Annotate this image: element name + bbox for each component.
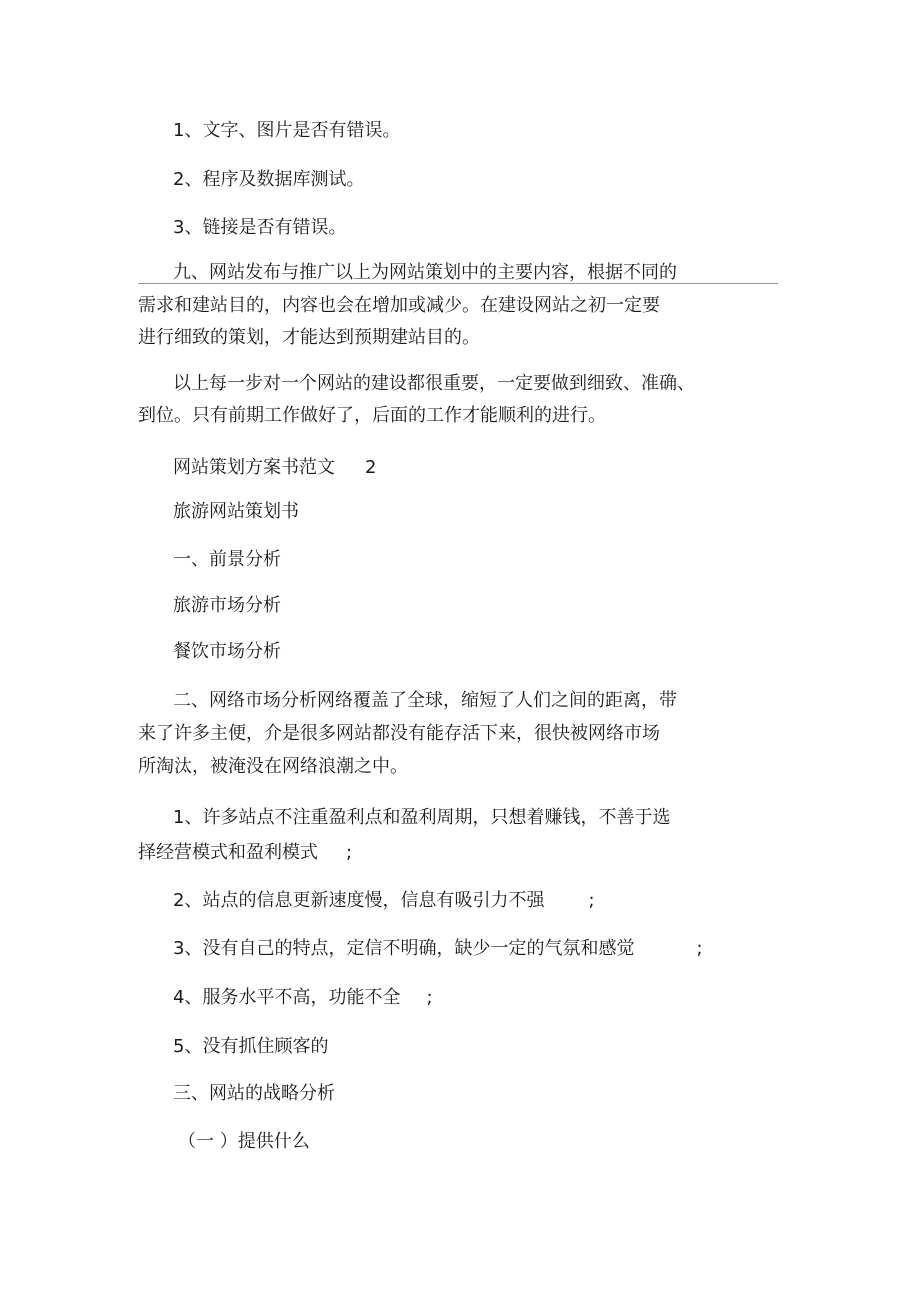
sample-number: 2 [365, 457, 377, 478]
subsection-1: （一 ）提供什么 [178, 1131, 310, 1152]
semicolon: ; [588, 890, 595, 911]
check-item-links: 3、链接是否有错误。 [173, 217, 347, 238]
sample-title: 网站策划方案书范文 [173, 457, 335, 478]
semicolon: ; [426, 987, 433, 1008]
section2-line3: 所淘汰，被淹没在网络浪潮之中。 [138, 756, 408, 777]
problem5: 5、没有抓住顾客的 [173, 1036, 329, 1057]
section1-item-tourism: 旅游市场分析 [173, 595, 281, 616]
section9-line1: 九、网站发布与推广以上为网站策划中的主要内容，根据不同的 [173, 262, 677, 283]
problem3-text: 3、没有自己的特点，定信不明确，缺少一定的气氛和感觉 [173, 938, 635, 959]
section2-line1: 二、网络市场分析网络覆盖了全球，缩短了人们之间的距离，带 [173, 690, 677, 711]
check-item-program: 2、程序及数据库测试。 [173, 169, 365, 190]
section9-line2: 需求和建站目的，内容也会在增加或减少。在建设网站之初一定要 [138, 295, 660, 316]
summary-line1: 以上每一步对一个网站的建设都很重要，一定要做到细致、准确、 [173, 373, 695, 394]
problem2-text: 2、站点的信息更新速度慢，信息有吸引力不强 [173, 890, 545, 911]
section9-line3: 进行细致的策划，才能达到预期建站目的。 [138, 327, 480, 348]
problem1-line1: 1、许多站点不注重盈利点和盈利周期，只想着赚钱，不善于选 [173, 807, 671, 828]
problem4-text: 4、服务水平不高，功能不全 [173, 987, 401, 1008]
problem3 [173, 938, 703, 960]
plan-title: 旅游网站策划书 [173, 501, 299, 522]
problem1-text: 择经营模式和盈利模式 [138, 842, 318, 863]
problem1-line2 [138, 842, 352, 864]
check-item-text: 1、文字、图片是否有错误。 [173, 120, 401, 141]
section1-heading: 一、前景分析 [173, 549, 281, 570]
section2-line2: 来了许多主便，介是很多网站都没有能存活下来，很快被网络市场 [138, 723, 660, 744]
section3-heading: 三、网站的战略分析 [173, 1083, 335, 1104]
problem2 [173, 890, 595, 912]
section1-item-dining: 餐饮市场分析 [173, 641, 281, 662]
problem4 [173, 987, 433, 1009]
summary-line2: 到位。只有前期工作做好了，后面的工作才能顺利的进行。 [138, 405, 606, 426]
sample-heading [173, 457, 376, 479]
semicolon: ; [696, 938, 703, 959]
semicolon: ; [346, 842, 353, 863]
horizontal-rule [138, 283, 778, 284]
